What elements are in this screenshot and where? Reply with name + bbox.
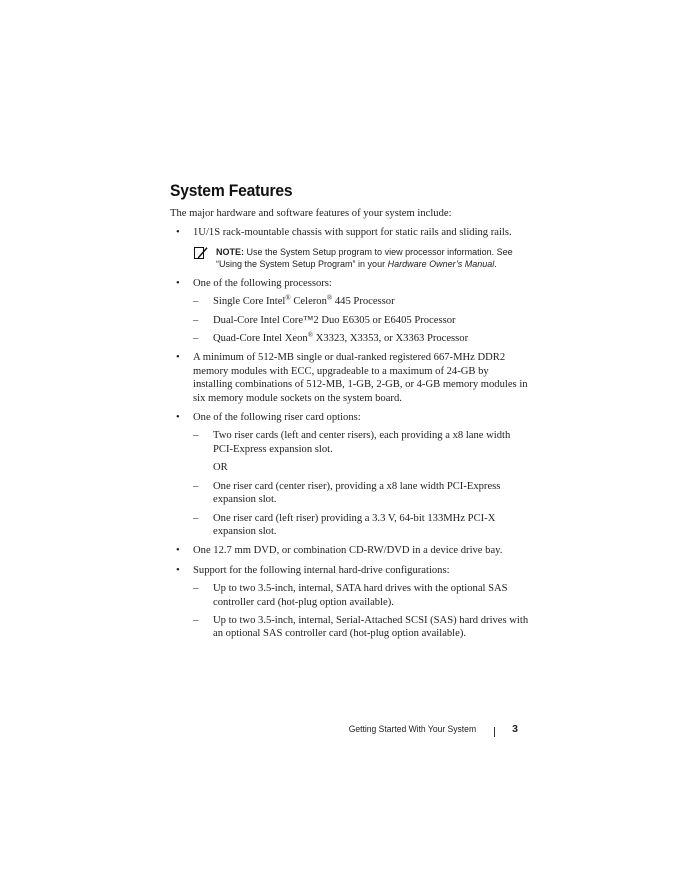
note-text: Use the System Setup program to view processor information. See “Using the System Setup Program” in your [216,246,513,269]
optical-text: One 12.7 mm DVD, or combination CD-RW/DVD in a device drive bay. [193,545,503,557]
riser-option-two-text: Two riser cards (left and center risers), each providing a x8 lane width PCI-Express expansion slot. [213,430,511,455]
footer-chapter-title: Getting Started With Your System [348,724,476,734]
section-title: System Features [170,181,293,200]
hdd-sas [193,614,530,641]
feature-processors [170,277,530,346]
riser-option-left-text: One riser card (left riser) providing a 3.3 V, 64-bit 133MHz PCI-X expansion slot. [213,512,496,537]
processors-intro: One of the following processors: [193,277,332,289]
processor-celeron [193,295,530,308]
feature-memory [170,351,530,405]
hdd-sata-text: Up to two 3.5-inch, internal, SATA hard drives with the optional SAS controller card (hot-plug option available). [213,583,508,608]
hdd-sas-text: Up to two 3.5-inch, internal, Serial-Attached SCSI (SAS) hard drives with an optional SAS controller card (hot-plug option available). [213,614,529,640]
features-list [170,226,530,640]
registered-mark: ® [285,294,291,303]
footer-divider [494,727,495,737]
riser-intro: One of the following riser card options: [193,412,361,424]
processor-celeron-brand: Celeron [290,296,327,308]
features-content [170,207,530,647]
or-separator: OR [213,462,228,474]
note-box [170,246,530,270]
hdd-sata [193,582,530,609]
manual-title: Hardware Owner’s Manual [387,258,495,269]
processor-celeron-model: 445 Processor [332,296,395,308]
page-footer [320,724,520,738]
riser-option-two [193,429,530,474]
riser-list [193,429,530,538]
chassis-text: 1U/1S rack-mountable chassis with support for static rails and sliding rails. [193,227,512,239]
processor-celeron-text: Single Core Intel [213,296,286,308]
pencil-note-icon [194,246,208,260]
note-label: NOTE: [216,246,244,257]
feature-hard-drives [170,564,530,641]
riser-option-left [193,512,530,539]
feature-riser [170,411,530,538]
processors-list [193,295,530,345]
processor-core2-text: Dual-Core Intel Core™2 Duo E6305 or E6405 Processor [213,314,456,326]
intro-paragraph: The major hardware and software features of your system include: [170,208,452,219]
riser-option-center-text: One riser card (center riser), providing a x8 lane width PCI-Express expansion slot. [213,480,501,506]
feature-chassis [170,226,530,239]
memory-text: A minimum of 512-MB single or dual-ranked registered 667-MHz DDR2 memory modules with ECC, upgradeable to a maximum of 24-GB by installing combinations of 512-MB, 1-GB, 2-GB, or 4-GB memory modules in six memory module sockets on the system board. [193,352,528,404]
processor-xeon-models: X3323, X3353, or X3363 Processor [313,333,469,345]
page-number: 3 [512,723,518,735]
feature-optical-drive [170,544,530,557]
processor-xeon-text: Quad-Core Intel Xeon [213,333,308,345]
note-end: . [494,258,497,269]
riser-option-center [193,480,530,507]
registered-mark: ® [307,331,314,340]
hdd-list [193,582,530,641]
processor-core2 [193,314,530,327]
processor-xeon [193,332,530,345]
hdd-intro: Support for the following internal hard-drive configurations: [193,564,450,576]
registered-mark: ® [326,294,333,303]
